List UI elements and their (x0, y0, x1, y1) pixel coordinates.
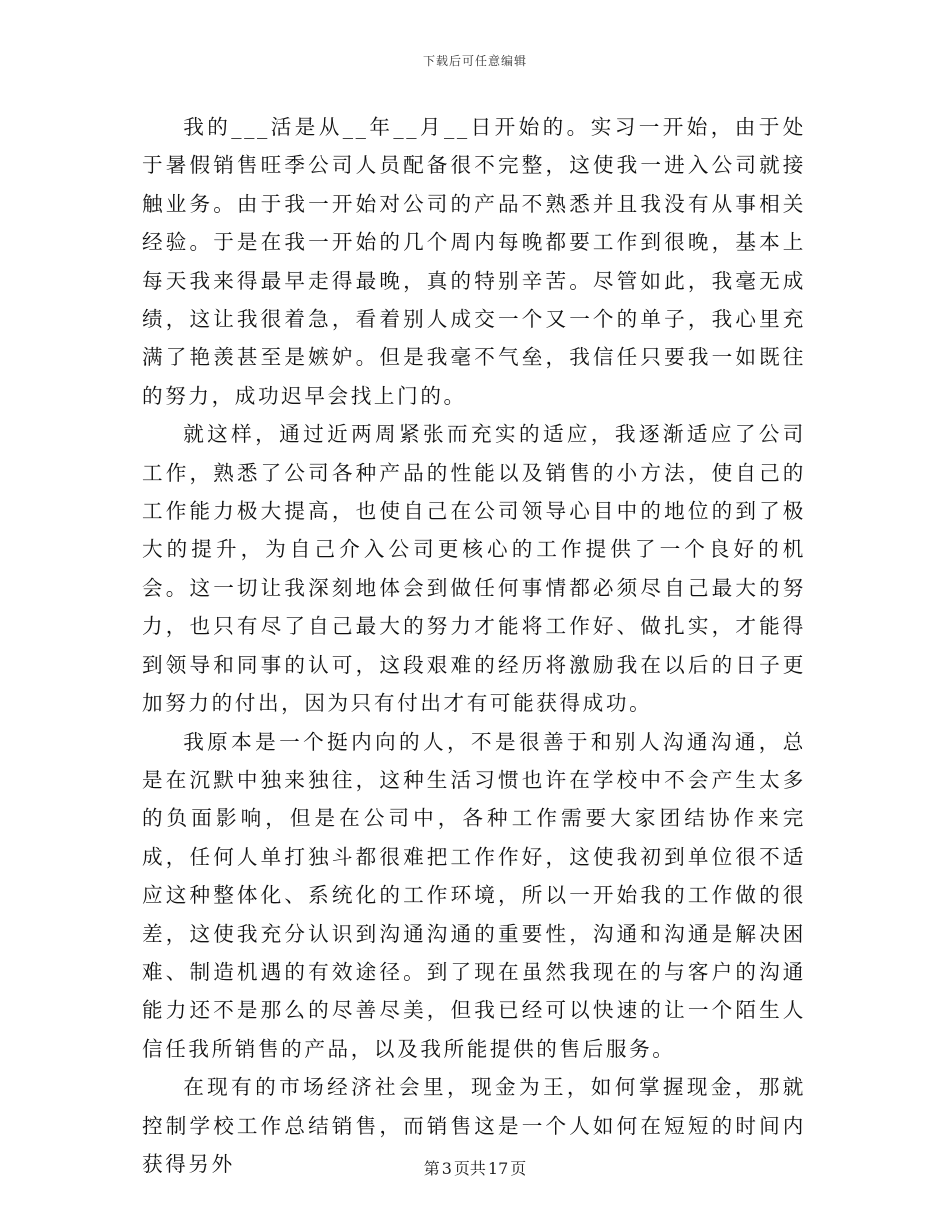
page-footer (0, 1156, 950, 1179)
paragraph-1: 我的___活是从__年__月__日开始的。实习一开始，由于处于暑假销售旺季公司人员配备很不完整，这使我一进入公司就接触业务。由于我一开始对公司的产品不熟悉并且我没有从事相关经验。于是在我一开始的几个周内每晚都要工作到很晚，基本上每天我来得最早走得最晚，真的特别辛苦。尽管如此，我毫无成绩，这让我很着急，看着别人成交一个又一个的单子，我心里充满了艳羡甚至是嫉妒。但是我毫不气垒，我信任只要我一如既往的努力，成功迟早会找上门的。 (142, 115, 806, 408)
footer-current-page: 3 (441, 1159, 452, 1178)
footer-total-pages: 17 (487, 1159, 509, 1178)
paragraph-2: 就这样，通过近两周紧张而充实的适应，我逐渐适应了公司工作，熟悉了公司各种产品的性能以及销售的小方法，使自己的工作能力极大提高，也使自己在公司领导心目中的地位的到了极大的提升，为自己介入公司更核心的工作提供了一个良好的机会。这一切让我深刻地体会到做任何事情都必须尽自己最大的努力，也只有尽了自己最大的努力才能将工作好、做扎实，才能得到领导和同事的认可，这段艰难的经历将激励我在以后的日子更加努力的付出，因为只有付出才有可能获得成功。 (142, 422, 806, 716)
paragraph-4: 在现有的市场经济社会里，现金为王，如何掌握现金，那就控制学校工作总结销售，而销售这是一个人如何在短短的时间内获得另外 (142, 1075, 806, 1176)
document-body (142, 108, 806, 1183)
footer-middle: 页共 (453, 1159, 486, 1178)
footer-suffix: 页 (510, 1159, 527, 1178)
footer-prefix: 第 (423, 1159, 440, 1178)
paragraph-3: 我原本是一个挺内向的人，不是很善于和别人沟通沟通，总是在沉默中独来独往，这种生活习惯也许在学校中不会产生太多的负面影响，但是在公司中，各种工作需要大家团结协作来完成，任何人单打独斗都很难把工作作好，这使我初到单位很不适应这种整体化、系统化的工作环境，所以一开始我的工作做的很差，这使我充分认识到沟通沟通的重要性，沟通和沟通是解决困难、制造机遇的有效途径。到了现在虽然我现在的与客户的沟通能力还不是那么的尽善尽美，但我已经可以快速的让一个陌生人信任我所销售的产品，以及我所能提供的售后服务。 (142, 729, 806, 1061)
page-header: 下载后可任意编辑 (422, 54, 527, 68)
